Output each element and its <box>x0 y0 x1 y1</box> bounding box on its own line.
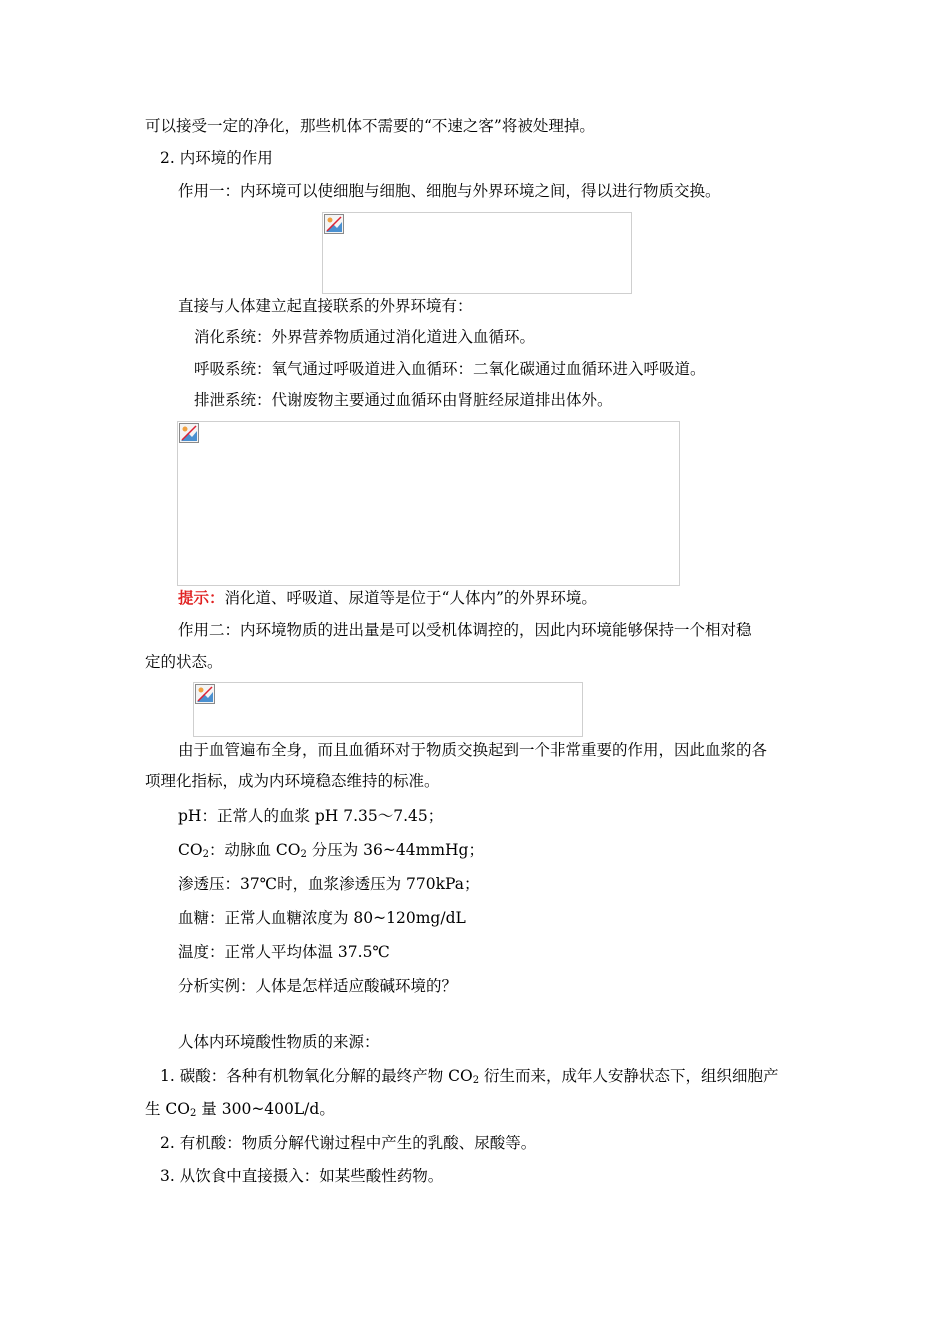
analysis-example: 分析实例：人体是怎样适应酸碱环境的？ <box>178 977 458 995</box>
paragraph-continuation: 可以接受一定的净化，那些机体不需要的“不速之客”将被处理掉。 <box>145 117 595 135</box>
paragraph-plasma-cont: 项理化指标，成为内环境稳态维持的标准。 <box>145 772 440 790</box>
list-item-diet: 3. 从饮食中直接摄入：如某些酸性药物。 <box>160 1167 444 1185</box>
section-heading: 2. 内环境的作用 <box>160 149 273 167</box>
co2-subscript: 2 <box>202 849 209 860</box>
image-placeholder-3 <box>193 682 583 737</box>
item-digestive: 消化系统：外界营养物质通过消化道进入血循环。 <box>194 328 536 346</box>
list-item-organic-acid: 2. 有机酸：物质分解代谢过程中产生的乳酸、尿酸等。 <box>160 1134 537 1152</box>
indicator-osmotic: 渗透压：37℃时，血浆渗透压为 770kPa； <box>178 875 480 893</box>
paragraph-acid-sources: 人体内环境酸性物质的来源： <box>178 1033 380 1051</box>
indicator-temperature: 温度：正常人平均体温 37.5℃ <box>178 943 390 961</box>
indicator-ph: pH：正常人的血浆 pH 7.35～7.45； <box>178 807 444 825</box>
broken-image-icon <box>179 423 199 443</box>
hint-label: 提示： <box>178 588 225 607</box>
co2-text: CO <box>178 841 203 859</box>
co2-text-2: ：动脉血 CO <box>208 841 301 859</box>
list-item-carbonic-acid <box>160 1066 779 1086</box>
broken-image-icon <box>324 214 344 234</box>
carbonic-text-2: 衍生而来，成年人安静状态下，组织细胞产 <box>479 1067 779 1085</box>
carbonic-cont-text-2: 量 300~400L/d。 <box>196 1100 335 1118</box>
broken-image-icon <box>195 684 215 704</box>
paragraph-function-two-cont: 定的状态。 <box>145 653 223 671</box>
image-placeholder-1 <box>322 212 632 294</box>
list-item-carbonic-acid-cont <box>145 1099 335 1119</box>
item-respiratory: 呼吸系统：氧气通过呼吸道进入血循环：二氧化碳通过血循环进入呼吸道。 <box>194 360 706 378</box>
indicator-co2 <box>178 840 484 860</box>
paragraph-function-one: 作用一：内环境可以使细胞与细胞、细胞与外界环境之间，得以进行物质交换。 <box>178 182 721 200</box>
indicator-glucose: 血糖：正常人血糖浓度为 80~120mg/dL <box>178 909 466 927</box>
carbonic-cont-text: 生 CO <box>145 1100 190 1118</box>
paragraph-function-two: 作用二：内环境物质的进出量是可以受机体调控的，因此内环境能够保持一个相对稳 <box>178 621 752 639</box>
co2-subscript-2: 2 <box>300 849 307 860</box>
image-placeholder-2 <box>177 421 680 586</box>
carbonic-text: 1. 碳酸：各种有机物氧化分解的最终产物 CO <box>160 1067 473 1085</box>
carbonic-cont-subscript: 2 <box>190 1108 197 1119</box>
hint-text: 消化道、呼吸道、尿道等是位于“人体内”的外界环境。 <box>224 589 597 607</box>
hint-paragraph <box>178 588 597 608</box>
co2-text-3: 分压为 36~44mmHg； <box>306 841 484 859</box>
paragraph-external-env: 直接与人体建立起直接联系的外界环境有： <box>178 297 473 315</box>
item-excretory: 排泄系统：代谢废物主要通过血循环由肾脏经尿道排出体外。 <box>194 391 613 409</box>
carbonic-subscript: 2 <box>472 1075 480 1086</box>
paragraph-plasma: 由于血管遍布全身，而且血循环对于物质交换起到一个非常重要的作用，因此血浆的各 <box>178 741 768 759</box>
